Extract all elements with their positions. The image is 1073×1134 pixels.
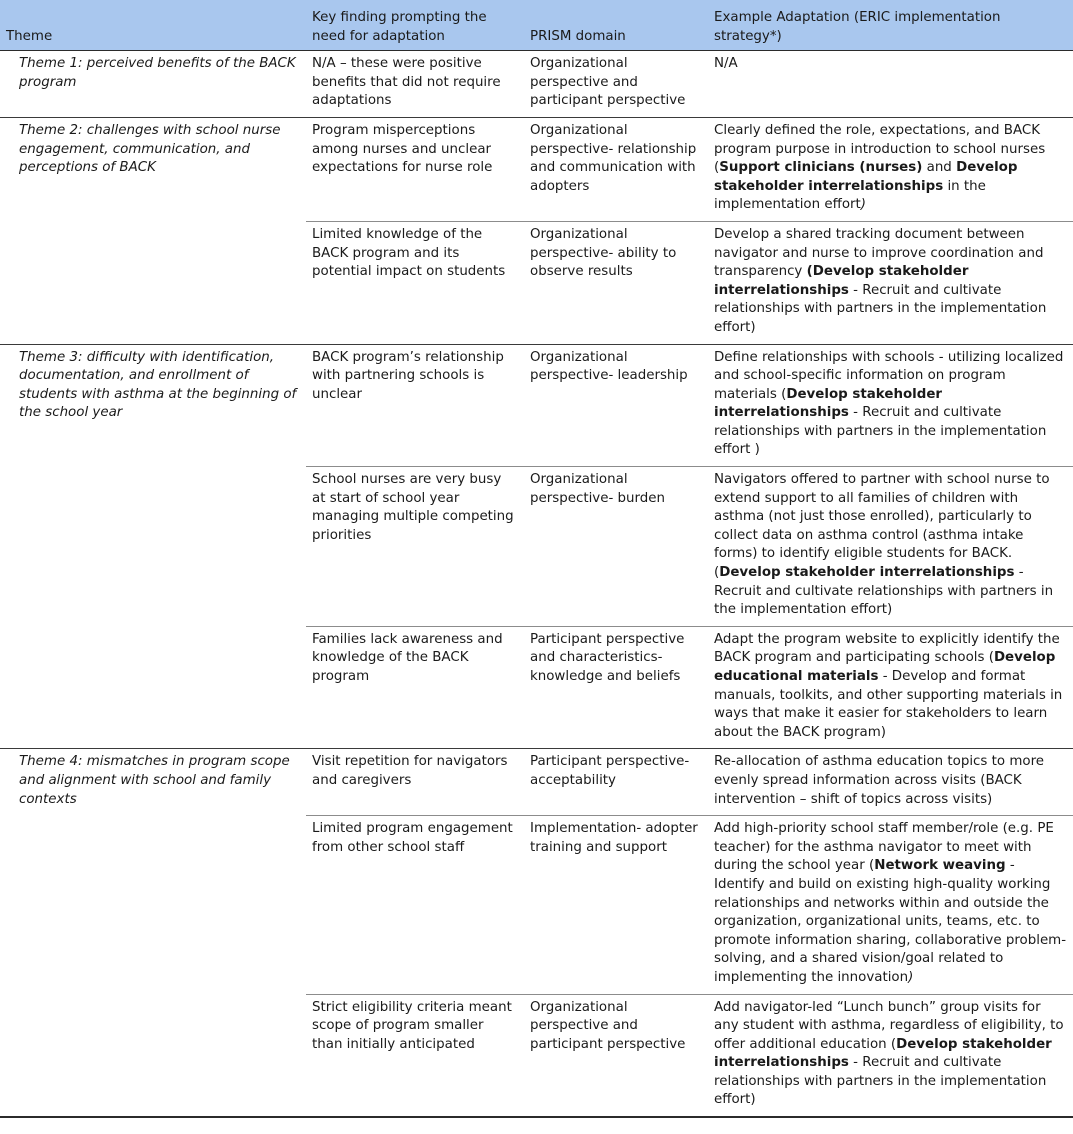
adaptation-cell [708,749,1073,816]
table-row [0,117,1073,221]
finding-cell: School nurses are very busy at start of school year managing multiple competing priorities [306,467,524,627]
domain-cell: Implementation- adopter training and support [524,816,708,994]
adaptation-text: - Recruit and cultivate relationships with partners in the implementation effort) [714,282,1047,335]
finding-cell: Limited program engagement from other school staff [306,816,524,994]
domain-cell: Organizational perspective- relationship and communication with adopters [524,117,708,221]
finding-cell: Strict eligibility criteria meant scope of program smaller than initially anticipated [306,994,524,1117]
finding-cell: Program misperceptions among nurses and unclear expectations for nurse role [306,117,524,221]
adaptation-text: - Develop and format manuals, toolkits, and other supporting materials in ways that make it easier for stakeholders to learn about the BACK program) [714,669,1063,740]
domain-cell: Organizational perspective- leadership [524,344,708,467]
adaptation-cell [708,51,1073,118]
adaptation-text: and [922,160,957,176]
adaptation-cell [708,816,1073,994]
adaptation-cell [708,117,1073,221]
adaptation-cell [708,467,1073,627]
adaptation-text: Re-allocation of asthma education topics to more evenly spread information across visits (BACK intervention – shift of topics across visits) [714,754,1045,807]
adaptation-cell [708,626,1073,749]
theme-cell: Theme 1: perceived benefits of the BACK program [0,51,306,118]
adaptation-cell [708,221,1073,344]
finding-cell: Limited knowledge of the BACK program and its potential impact on students [306,221,524,344]
adaptation-text: - Recruit and cultivate relationships with partners in the implementation effort) [714,565,1054,618]
finding-cell: N/A – these were positive benefits that did not require adaptations [306,51,524,118]
domain-cell: Organizational perspective- burden [524,467,708,627]
eric-strategy: Network weaving [874,858,1006,874]
eric-strategy: Develop educational materials [714,650,1056,684]
domain-cell: Participant perspective and characteristics- knowledge and beliefs [524,626,708,749]
adaptation-text: - Identify and build on existing high-quality working relationships and networks within and outside the organization, organizational units, teams, etc. to promote information sharing, collaborative problem-solving, and a shared vision/goal related to implementing the innovation [714,858,1067,985]
header-key-finding: Key finding prompting the need for adaptation [306,0,524,51]
adaptation-text: - Recruit and cultivate relationships with partners in the implementation effort) [714,1055,1047,1108]
finding-cell: Families lack awareness and knowledge of the BACK program [306,626,524,749]
adaptation-cell [708,344,1073,467]
eric-strategy: Develop stakeholder interrelationships [714,386,943,421]
table-row [0,344,1073,467]
adaptation-text: Define relationships with schools - utilizing localized and school-specific information on program materials ( [714,349,1064,402]
table-row [0,51,1073,118]
eric-strategy: Develop stakeholder interrelationships [719,565,1015,581]
domain-cell: Participant perspective- acceptability [524,749,708,816]
adaptation-cell [708,994,1073,1117]
theme-cell: Theme 4: mismatches in program scope and alignment with school and family contexts [0,749,306,1117]
adaptation-text: ) [860,197,867,213]
domain-cell: Organizational perspective and participant perspective [524,51,708,118]
eric-strategy: Develop stakeholder interrelationships [714,1036,1052,1071]
adaptation-text: Add navigator-led “Lunch bunch” group visits for any student with asthma, regardless of eligibility, to offer additional education ( [714,999,1064,1052]
finding-cell: Visit repetition for navigators and caregivers [306,749,524,816]
adaptation-text: N/A [714,56,738,72]
header-row [0,0,1073,51]
adaptation-text: Add high-priority school staff member/role (e.g. PE teacher) for the asthma navigator to meet with during the school year ( [714,821,1054,874]
adaptation-text: - Recruit and cultivate relationships with partners in the implementation effort ) [714,405,1047,458]
theme-cell: Theme 2: challenges with school nurse engagement, communication, and perceptions of BACK [0,117,306,344]
adaptation-text: Adapt the program website to explicitly identify the BACK program and participating schools ( [714,631,1060,666]
theme-cell: Theme 3: difficulty with identification, documentation, and enrollment of students with asthma at the beginning of the school year [0,344,306,749]
adaptation-text: in the implementation effort [714,178,986,213]
adaptation-text: Clearly defined the role, expectations, and BACK program purpose in introduction to school nurses ( [714,122,1046,176]
header-theme: Theme [0,0,306,51]
finding-cell: BACK program’s relationship with partnering schools is unclear [306,344,524,467]
domain-cell: Organizational perspective and participant perspective [524,994,708,1117]
adaptation-text: ) [908,969,914,985]
header-prism-domain: PRISM domain [524,0,708,51]
table-row [0,749,1073,816]
eric-strategy: (Develop stakeholder interrelationships [714,264,969,298]
adaptation-text: Navigators offered to partner with school nurse to extend support to all families of children with asthma (not just those enrolled), particularly to collect data on asthma control (asthma intake forms) to identify eligible students for BACK. ( [714,472,1050,581]
domain-cell: Organizational perspective- ability to observe results [524,221,708,344]
eric-strategy: Support clinicians (nurses) [719,160,923,176]
adaptation-text: Develop a shared tracking document between navigator and nurse to improve coordination and transparency [714,226,1044,280]
eric-strategy: Develop stakeholder interrelationships [714,160,1018,194]
header-example-adaptation: Example Adaptation (ERIC implementation strategy*) [708,0,1073,51]
